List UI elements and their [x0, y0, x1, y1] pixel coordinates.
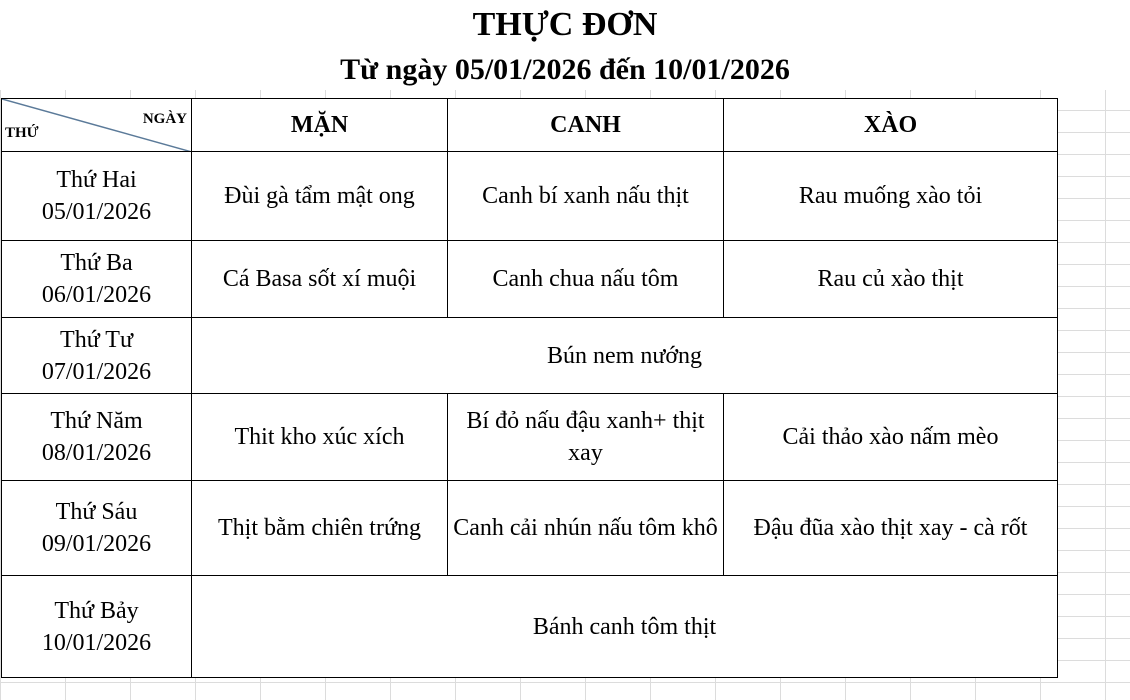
- day-name: Thứ Tư: [60, 326, 133, 353]
- table-row: [2, 481, 1058, 576]
- day-date: 08/01/2026: [41, 440, 152, 466]
- table-row: [2, 394, 1058, 481]
- day-name: Thứ Sáu: [55, 499, 138, 525]
- column-header-xao: XÀO: [724, 99, 1058, 152]
- day-cell: [2, 576, 192, 678]
- day-date: 10/01/2026: [41, 629, 152, 656]
- canh-cell: Canh cải nhún nấu tôm khô: [448, 481, 724, 576]
- menu-table: [1, 98, 1058, 678]
- day-date: 05/01/2026: [41, 199, 152, 225]
- xao-cell: Rau củ xào thịt: [724, 241, 1058, 318]
- canh-cell: Bí đỏ nấu đậu xanh+ thịt xay: [448, 394, 724, 481]
- day-name: Thứ Ba: [60, 250, 133, 276]
- day-date: 06/01/2026: [41, 282, 152, 308]
- man-cell: Đùi gà tẩm mật ong: [192, 152, 448, 241]
- day-name: Thứ Năm: [50, 408, 143, 434]
- table-row: [2, 241, 1058, 318]
- canh-cell: Canh bí xanh nấu thịt: [448, 152, 724, 241]
- day-date: 09/01/2026: [41, 531, 152, 557]
- column-header-man: MẶN: [192, 99, 448, 152]
- man-cell: Thit kho xúc xích: [192, 394, 448, 481]
- merged-dish-cell: Bánh canh tôm thịt: [192, 576, 1058, 678]
- corner-header-cell: [2, 99, 192, 152]
- day-cell: [2, 481, 192, 576]
- merged-dish-cell: Bún nem nướng: [192, 318, 1058, 394]
- corner-label-weekday: THỨ: [5, 125, 39, 141]
- man-cell: Thịt bằm chiên trứng: [192, 481, 448, 576]
- day-name: Thứ Hai: [56, 167, 137, 193]
- man-cell: Cá Basa sốt xí muội: [192, 241, 448, 318]
- xao-cell: Đậu đũa xào thịt xay - cà rốt: [724, 481, 1058, 576]
- table-row: [2, 318, 1058, 394]
- menu-title: THỰC ĐƠN: [0, 0, 1130, 50]
- corner-label-day: NGÀY: [142, 111, 187, 127]
- header-row: [2, 99, 1058, 152]
- xao-cell: Cải thảo xào nấm mèo: [724, 394, 1058, 481]
- day-name: Thứ Bảy: [54, 597, 139, 624]
- xao-cell: Rau muống xào tỏi: [724, 152, 1058, 241]
- day-cell: [2, 241, 192, 318]
- column-header-canh: CANH: [448, 99, 724, 152]
- table-row: [2, 152, 1058, 241]
- day-cell: [2, 152, 192, 241]
- day-date: 07/01/2026: [41, 358, 152, 385]
- menu-date-range: Từ ngày 05/01/2026 đến 10/01/2026: [0, 50, 1130, 90]
- table-row: [2, 576, 1058, 678]
- day-cell: [2, 394, 192, 481]
- day-cell: [2, 318, 192, 394]
- canh-cell: Canh chua nấu tôm: [448, 241, 724, 318]
